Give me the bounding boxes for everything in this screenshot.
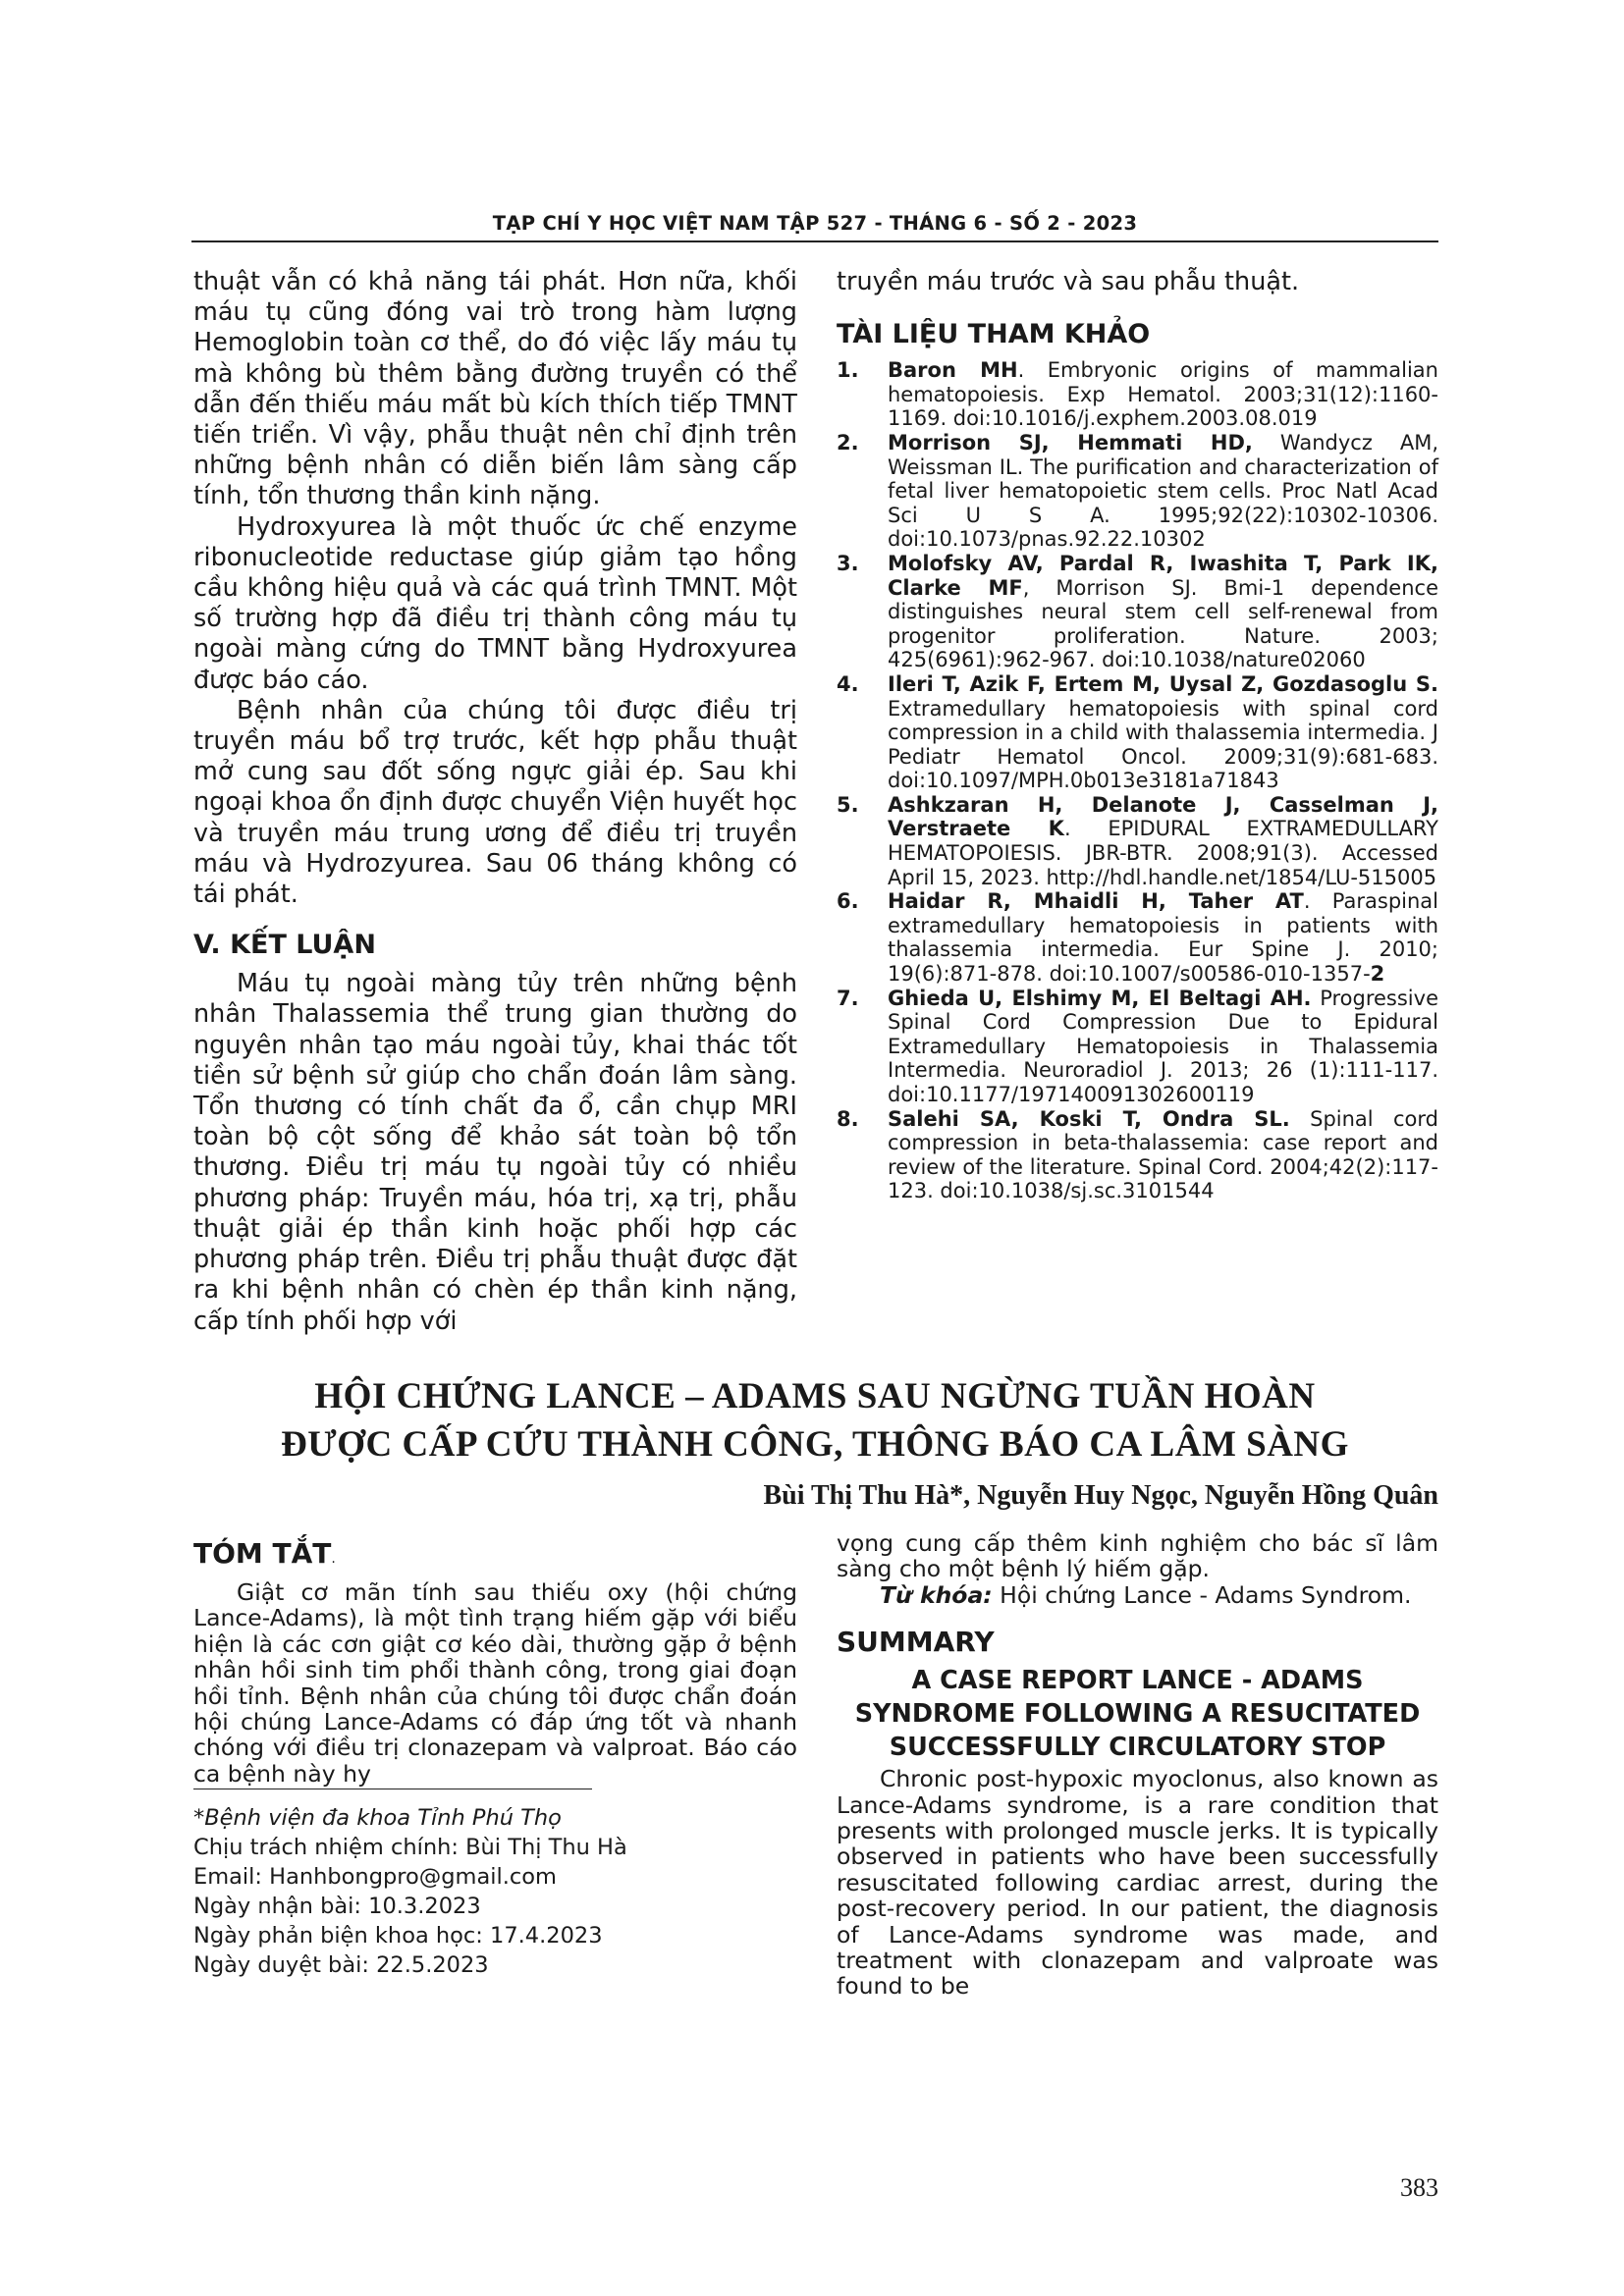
page-number: 383 <box>1400 2173 1438 2202</box>
footnote-reviewed: Ngày phản biện khoa học: 17.4.2023 <box>193 1923 603 1949</box>
paragraph-continuation: truyền máu trước và sau phẫu thuật. <box>837 267 1300 296</box>
article-title-line: ĐƯỢC CẤP CỨU THÀNH CÔNG, THÔNG BÁO CA LÂM SÀNG <box>281 1424 1349 1465</box>
article-authors: Bùi Thị Thu Hà*, Nguyễn Huy Ngọc, Nguyễn Hồng Quân <box>763 1480 1438 1511</box>
summary-column <box>837 1530 1438 2000</box>
summary-heading: SUMMARY <box>837 1626 995 1659</box>
summary-title: A CASE REPORT LANCE - ADAMS SYNDROME FOLLOWING A RESUCITATED SUCCESSFULLY CIRCULATORY STOP <box>854 1666 1421 1763</box>
abstract-continuation: vọng cung cấp thêm kinh nghiệm cho bác sĩ lâm sàng cho một bệnh lý hiếm gặp. <box>837 1529 1438 1583</box>
article-title <box>191 1372 1438 1468</box>
reference-list <box>837 358 1438 1203</box>
footnote-affiliation: *Bệnh viện đa khoa Tỉnh Phú Thọ <box>193 1805 562 1831</box>
abstract-heading: TÓM TẮT. <box>193 1537 336 1570</box>
keywords: Từ khóa: Hội chứng Lance - Adams Syndrom. <box>880 1580 1412 1609</box>
reference-item: 1. Baron MH. Embryonic origins of mammalian hematopoiesis. Exp Hematol. 2003;31(12):1160-1169. doi:10.1016/j.exphem.2003.08.019 <box>837 358 1438 431</box>
section-heading-conclusion: V. KẾT LUẬN <box>193 930 376 961</box>
paragraph: Hydroxyurea là một thuốc ức chế enzyme ribonucleotide reductase giúp giảm tạo hồng cầu không hiệu quả và các quá trình TMNT. Một số trường hợp đã điều trị thành công máu tụ ngoài màng cứng do TMNT bằng Hydroxyurea được báo cáo. <box>193 511 797 695</box>
paragraph: Máu tụ ngoài màng tủy trên những bệnh nhân Thalassemia thể trung gian thường do nguyên nhân tạo máu ngoài tủy, khai thác tốt tiền sử bệnh sử giúp cho chẩn đoán lâm sàng. Tổn thương có tính chất đa ổ, cần chụp MRI toàn bộ cột sống để khảo sát toàn bộ tổn thương. Điều trị máu tụ ngoài tủy có nhiều phương pháp: Truyền máu, hóa trị, xạ trị, phẫu thuật giải ép thần kinh hoặc phối hợp các phương pháp trên. Điều trị phẫu thuật được đặt ra khi bệnh nhân có chèn ép thần kinh nặng, cấp tính phối hợp với <box>193 969 797 1336</box>
reference-item: 6. Haidar R, Mhaidli H, Taher AT. Paraspinal extramedullary hematopoiesis in patients with thalassemia intermedia. Eur Spine J. 2010; 19(6):871-878. doi:10.1007/s00586-010-1357-2 <box>837 889 1438 987</box>
right-column <box>837 267 1438 1203</box>
header-rule <box>191 240 1438 242</box>
reference-item: 7. Ghieda U, Elshimy M, El Beltagi AH. Progressive Spinal Cord Compression Due to Epidural Extramedullary Hematopoiesis in Thalassemia Intermedia. Neuroradiol J. 2013; 26 (1):111-117. doi:10.1177/197140091302600119 <box>837 986 1438 1107</box>
reference-item: 8. Salehi SA, Koski T, Ondra SL. Spinal cord compression in beta-thalassemia: case report and review of the literature. Spinal Cord. 2004;42(2):117-123. doi:10.1038/sj.sc.3101544 <box>837 1106 1438 1203</box>
reference-item: 5. Ashkzaran H, Delanote J, Casselman J, Verstraete K. EPIDURAL EXTRAMEDULLARY HEMATOPOIESIS. JBR-BTR. 2008;91(3). Accessed April 15, 2023. http://hdl.handle.net/1854/LU-515005 <box>837 792 1438 889</box>
paragraph: thuật vẫn có khả năng tái phát. Hơn nữa, khối máu tụ cũng đóng vai trò trong hàm lượng Hemoglobin toàn cơ thể, do đó việc lấy máu tụ mà không bù thêm bằng đường truyền có thể dẫn đến thiếu máu mất bù kích thích tiếp TMNT tiến triển. Vì vậy, phẫu thuật nên chỉ định trên những bệnh nhân có diễn biến lâm sàng cấp tính, tổn thương thần kinh nặng. <box>193 267 797 511</box>
section-heading-references: TÀI LIỆU THAM KHẢO <box>837 319 1151 350</box>
footnote-received: Ngày nhận bài: 10.3.2023 <box>193 1894 481 1919</box>
reference-item: 2. Morrison SJ, Hemmati HD, Wandycz AM, Weissman IL. The purification and characterization of fetal liver hematopoietic stem cells. Proc Natl Acad Sci U S A. 1995;92(22):10302-10306. doi:10.1073/pnas.92.22.10302 <box>837 430 1439 552</box>
summary-text: Chronic post-hypoxic myoclonus, also known as Lance-Adams syndrome, is a rare condition that presents with prolonged muscle jerks. It is typically observed in patients who have been successfully resuscitated following cardiac arrest, during the post-recovery period. In our patient, the diagnosis of Lance-Adams syndrome was made, and treatment with clonazepam and valproate was found to be <box>837 1765 1438 2001</box>
footnote-email: Email: Hanhbongpro@gmail.com <box>193 1864 557 1890</box>
journal-header: TẠP CHÍ Y HỌC VIỆT NAM TẬP 527 - THÁNG 6 - SỐ 2 - 2023 <box>492 212 1138 235</box>
footnote-responsible: Chịu trách nhiệm chính: Bùi Thị Thu Hà <box>193 1835 627 1860</box>
reference-item: 4. Ileri T, Azik F, Ertem M, Uysal Z, Gozdasoglu S. Extramedullary hematopoiesis with spinal cord compression in a child with thalassemia intermedia. J Pediatr Hematol Oncol. 2009;31(9):681-683. doi:10.1097/MPH.0b013e3181a71843 <box>837 671 1438 793</box>
footnote-approved: Ngày duyệt bài: 22.5.2023 <box>193 1952 489 1978</box>
paragraph: Bệnh nhân của chúng tôi được điều trị truyền máu bổ trợ trước, kết hợp phẫu thuật mở cung sau đốt sống ngực giải ép. Sau khi ngoại khoa ổn định được chuyển Viện huyết học và truyền máu trung ương để điều trị truyền máu và Hydrozyurea. Sau 06 tháng không có tái phát. <box>193 695 797 910</box>
article-title-line: HỘI CHỨNG LANCE – ADAMS SAU NGỪNG TUẦN HOÀN <box>314 1376 1316 1416</box>
left-column <box>193 267 797 1337</box>
footnotes <box>193 1803 802 1980</box>
reference-item: 3. Molofsky AV, Pardal R, Iwashita T, Park IK, Clarke MF, Morrison SJ. Bmi-1 dependence distinguishes neural stem cell self-renewal from progenitor proliferation. Nature. 2003; 425(6961):962-967. doi:10.1038/nature02060 <box>837 551 1438 672</box>
abstract-text: Giật cơ mãn tính sau thiếu oxy (hội chứng Lance-Adams), là một tình trạng hiếm gặp với biểu hiện là các cơn giật cơ kéo dài, thường gặp ở bệnh nhân hồi sinh tim phổi thành công, trong giai đoạn hồi tỉnh. Bệnh nhân của chúng tôi được chẩn đoán hội chúng Lance-Adams có đáp ứng tốt và nhanh chóng với điều trị clonazepam và valproat. Báo cáo ca bệnh này hy <box>193 1578 797 1788</box>
abstract-vietnamese <box>193 1537 797 1787</box>
